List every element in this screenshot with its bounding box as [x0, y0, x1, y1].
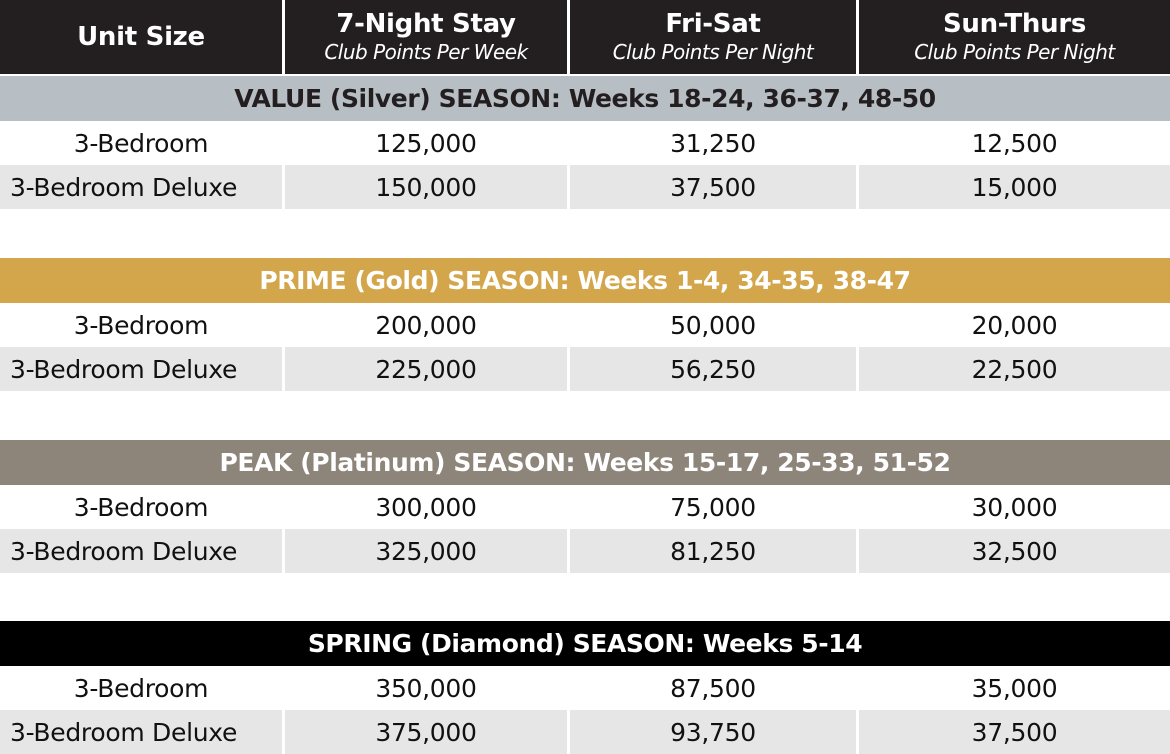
table-row	[0, 529, 1170, 573]
header-fri-sat-title: Fri-Sat	[665, 9, 761, 39]
header-seven-night-subtitle: Club Points Per Week	[324, 40, 528, 64]
table-row	[0, 347, 1170, 391]
season-band: PRIME (Gold) SEASON: Weeks 1-4, 34-35, 38-47	[0, 258, 1170, 303]
header-sun-thurs	[859, 0, 1170, 74]
sun-thurs-points-cell: 12,500	[859, 121, 1170, 165]
week-points-cell: 350,000	[285, 666, 567, 710]
table-row	[0, 121, 1170, 165]
fri-sat-points-cell: 56,250	[570, 347, 856, 391]
unit-size-cell: 3-Bedroom Deluxe	[0, 529, 282, 573]
sun-thurs-points-cell: 22,500	[859, 347, 1170, 391]
week-points-cell: 375,000	[285, 710, 567, 754]
week-points-cell: 150,000	[285, 165, 567, 209]
season-band: PEAK (Platinum) SEASON: Weeks 15-17, 25-33, 51-52	[0, 440, 1170, 485]
table-row	[0, 710, 1170, 754]
table-row	[0, 303, 1170, 347]
week-points-cell: 300,000	[285, 485, 567, 529]
fri-sat-points-cell: 81,250	[570, 529, 856, 573]
header-fri-sat-subtitle: Club Points Per Night	[612, 40, 814, 64]
season-prime	[0, 258, 1170, 391]
sun-thurs-points-cell: 32,500	[859, 529, 1170, 573]
unit-size-cell: 3-Bedroom	[0, 121, 282, 165]
fri-sat-points-cell: 93,750	[570, 710, 856, 754]
sun-thurs-points-cell: 20,000	[859, 303, 1170, 347]
fri-sat-points-cell: 37,500	[570, 165, 856, 209]
season-band: SPRING (Diamond) SEASON: Weeks 5-14	[0, 621, 1170, 666]
unit-size-cell: 3-Bedroom Deluxe	[0, 710, 282, 754]
header-fri-sat	[570, 0, 856, 74]
table-header	[0, 0, 1170, 74]
unit-size-cell: 3-Bedroom	[0, 485, 282, 529]
unit-size-cell: 3-Bedroom	[0, 666, 282, 710]
season-peak	[0, 440, 1170, 573]
week-points-cell: 325,000	[285, 529, 567, 573]
week-points-cell: 125,000	[285, 121, 567, 165]
fri-sat-points-cell: 75,000	[570, 485, 856, 529]
header-unit-size	[0, 0, 282, 74]
sun-thurs-points-cell: 37,500	[859, 710, 1170, 754]
fri-sat-points-cell: 87,500	[570, 666, 856, 710]
table-row	[0, 165, 1170, 209]
season-value	[0, 76, 1170, 209]
week-points-cell: 200,000	[285, 303, 567, 347]
unit-size-cell: 3-Bedroom	[0, 303, 282, 347]
season-band: VALUE (Silver) SEASON: Weeks 18-24, 36-37, 48-50	[0, 76, 1170, 121]
week-points-cell: 225,000	[285, 347, 567, 391]
header-sun-thurs-title: Sun-Thurs	[942, 9, 1087, 39]
sun-thurs-points-cell: 15,000	[859, 165, 1170, 209]
season-spring	[0, 621, 1170, 754]
fri-sat-points-cell: 31,250	[570, 121, 856, 165]
sun-thurs-points-cell: 30,000	[859, 485, 1170, 529]
unit-size-cell: 3-Bedroom Deluxe	[0, 165, 282, 209]
sun-thurs-points-cell: 35,000	[859, 666, 1170, 710]
table-row	[0, 485, 1170, 529]
unit-size-cell: 3-Bedroom Deluxe	[0, 347, 282, 391]
header-seven-night	[285, 0, 567, 74]
header-sun-thurs-subtitle: Club Points Per Night	[914, 40, 1115, 64]
header-seven-night-title: 7-Night Stay	[336, 9, 516, 39]
header-unit-size-title: Unit Size	[77, 22, 205, 52]
table-row	[0, 666, 1170, 710]
fri-sat-points-cell: 50,000	[570, 303, 856, 347]
